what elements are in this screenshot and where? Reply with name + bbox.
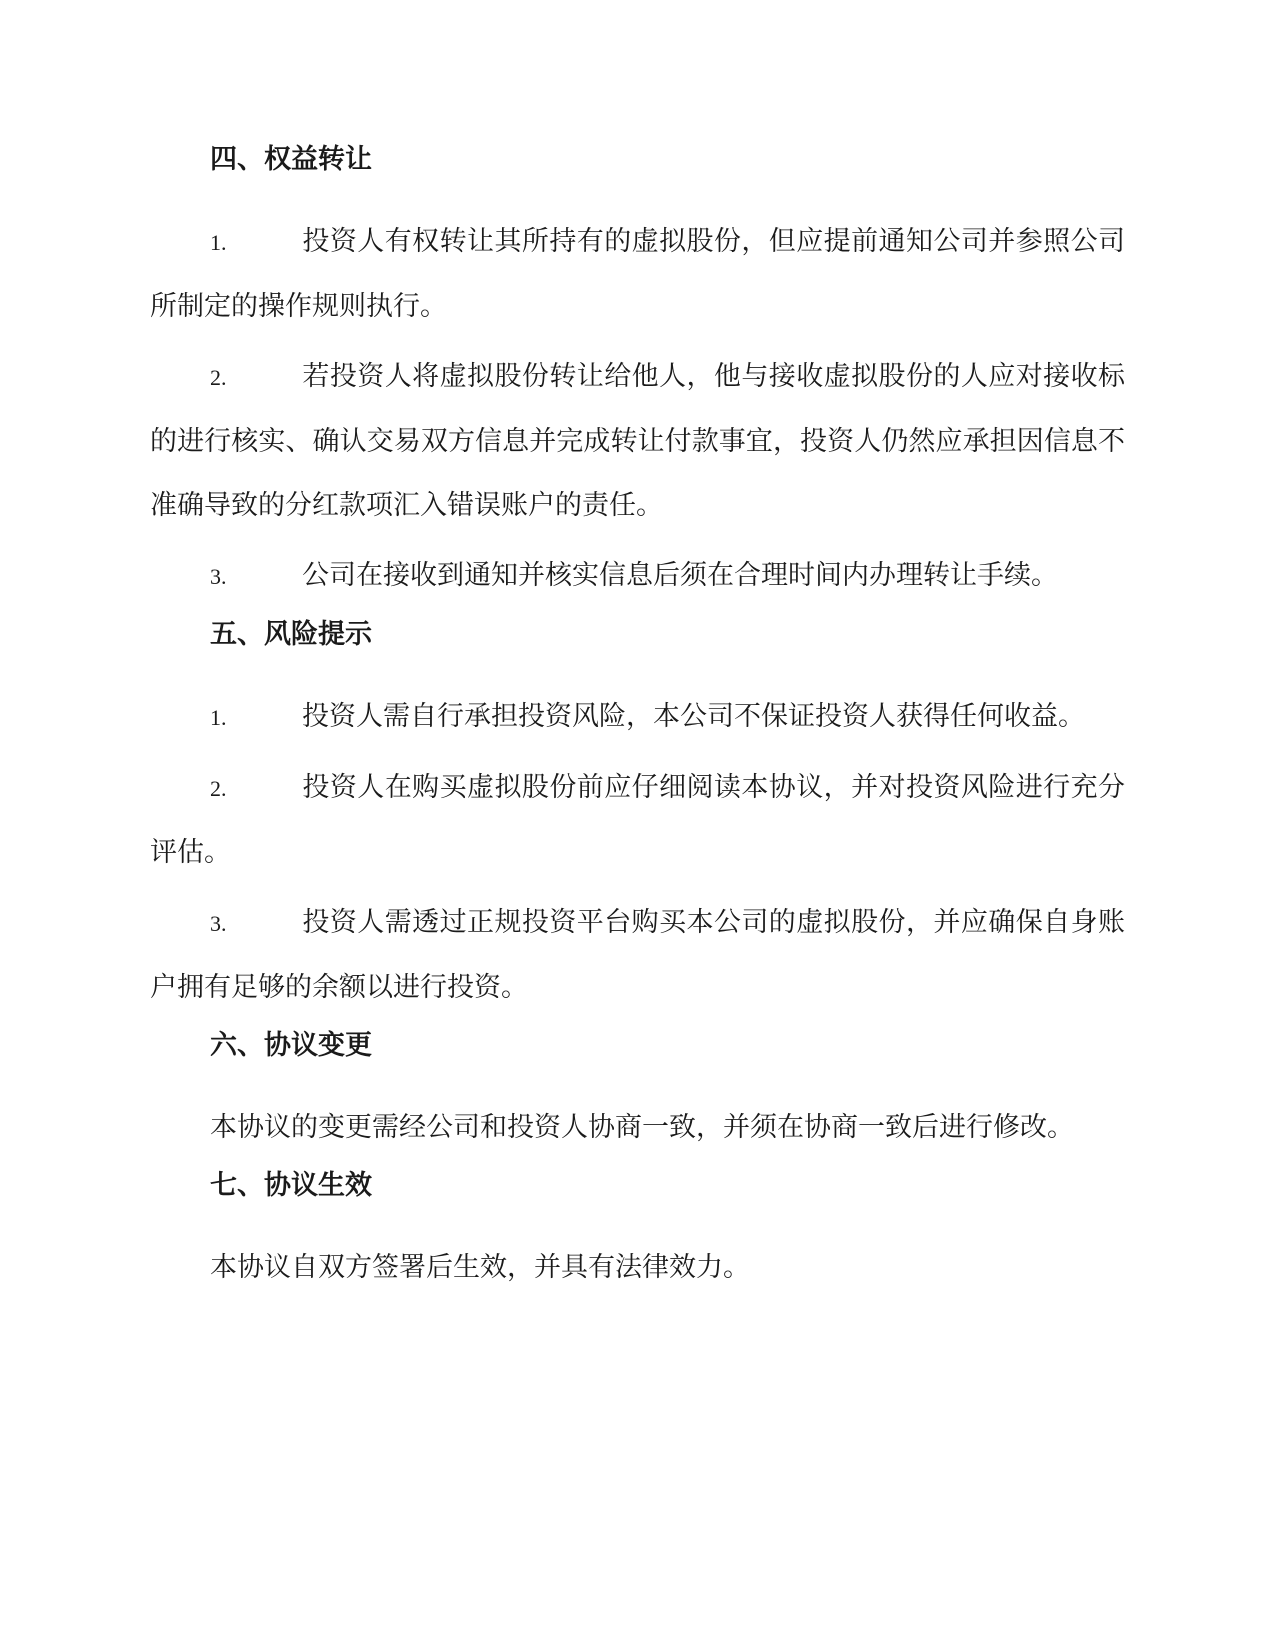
section-rights-transfer [150, 140, 1125, 609]
list-item [150, 756, 1125, 885]
section-paragraph: 本协议自双方签署后生效，并具有法律效力。 [210, 1252, 750, 1283]
item-text: 投资人需自行承担投资风险，本公司不保证投资人获得任何收益。 [302, 701, 1085, 732]
list-item [150, 345, 1125, 538]
section-heading: 六、协议变更 [210, 1030, 372, 1061]
item-text: 投资人需透过正规投资平台购买本公司的虚拟股份，并应确保自身账户拥有足够的余额以进行投资。 [150, 907, 1125, 1003]
section-agreement-effective [150, 1166, 1125, 1300]
item-number: 1. [210, 230, 227, 255]
item-number: 1. [210, 705, 227, 730]
item-number: 3. [210, 911, 227, 936]
section-heading: 四、权益转让 [210, 144, 372, 175]
list-item [150, 891, 1125, 1020]
list-item [150, 210, 1125, 339]
list-item [150, 544, 1125, 609]
item-text: 公司在接收到通知并核实信息后须在合理时间内办理转让手续。 [302, 560, 1058, 591]
item-text: 投资人在购买虚拟股份前应仔细阅读本协议，并对投资风险进行充分评估。 [150, 772, 1125, 868]
item-text: 若投资人将虚拟股份转让给他人，他与接收虚拟股份的人应对接收标的进行核实、确认交易双方信息并完成转让付款事宜，投资人仍然应承担因信息不准确导致的分红款项汇入错误账户的责任。 [150, 361, 1125, 521]
section-heading: 五、风险提示 [210, 619, 372, 650]
item-number: 2. [210, 365, 227, 390]
item-text: 投资人有权转让其所持有的虚拟股份，但应提前通知公司并参照公司所制定的操作规则执行。 [150, 226, 1125, 322]
section-paragraph: 本协议的变更需经公司和投资人协商一致，并须在协商一致后进行修改。 [210, 1112, 1074, 1143]
document-page [150, 140, 1125, 1306]
section-risk-notice [150, 615, 1125, 1020]
list-item [150, 685, 1125, 750]
section-agreement-change [150, 1026, 1125, 1160]
item-number: 3. [210, 564, 227, 589]
item-number: 2. [210, 776, 227, 801]
section-heading: 七、协议生效 [210, 1170, 372, 1201]
